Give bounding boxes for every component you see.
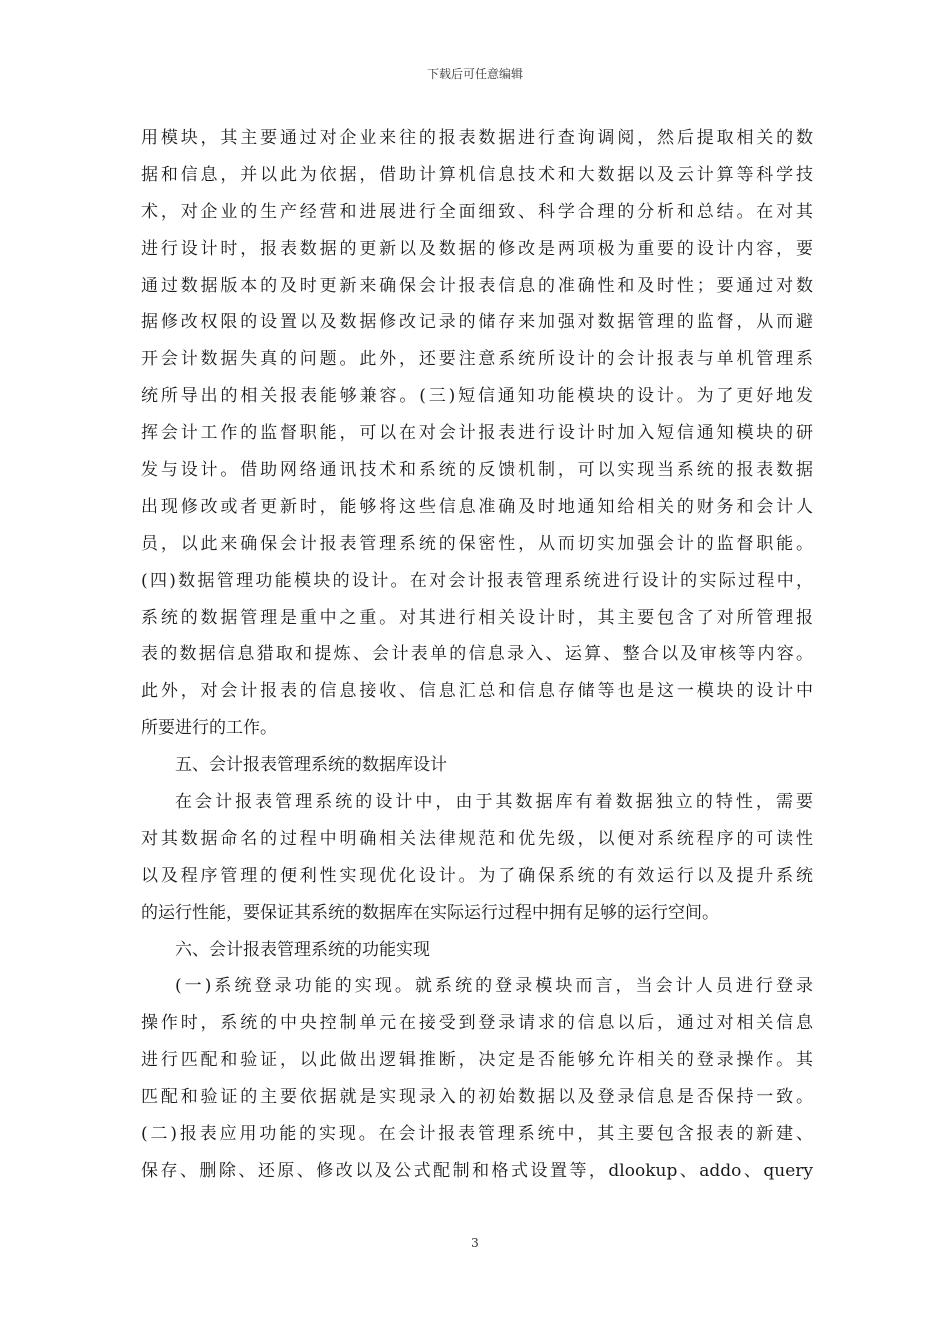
text-line: 据和信息，并以此为依据，借助计算机信息技术和大数据以及云计算等科学技 — [141, 164, 813, 185]
text-line: 进行设计时，报表数据的更新以及数据的修改是两项极为重要的设计内容，要 — [141, 238, 813, 259]
text-line: 通过数据版本的及时更新来确保会计报表信息的准确性和及时性；要通过对数 — [141, 275, 813, 296]
text-line: 表的数据信息猎取和提炼、会计表单的信息录入、运算、整合以及审核等内容。 — [141, 644, 813, 665]
text-line: 开会计数据失真的问题。此外，还要注意系统所设计的会计报表与单机管理系 — [141, 349, 813, 370]
section-heading: 五、会计报表管理系统的数据库设计 — [175, 755, 447, 776]
document-body — [141, 120, 813, 1190]
text-line: (二)报表应用功能的实现。在会计报表管理系统中，其主要包含报表的新建、 — [141, 1124, 813, 1145]
text-line: (四)数据管理功能模块的设计。在对会计报表管理系统进行设计的实际过程中， — [141, 570, 813, 591]
text-line: 出现修改或者更新时，能够将这些信息准确及时地通知给相关的财务和会计人 — [141, 496, 813, 517]
text-line: 保存、删除、还原、修改以及公式配制和格式设置等，dlookup、addo、query — [141, 1160, 813, 1181]
text-line: 所要进行的工作。 — [141, 718, 277, 739]
page-header: 下载后可任意编辑 — [426, 67, 523, 81]
text-line: 匹配和验证的主要依据就是实现录入的初始数据以及登录信息是否保持一致。 — [141, 1087, 813, 1108]
text-line: 据修改权限的设置以及数据修改记录的储存来加强对数据管理的监督，从而避 — [141, 312, 813, 333]
text-line: 术，对企业的生产经营和进展进行全面细致、科学合理的分析和总结。在对其 — [141, 201, 813, 222]
text-line: 在会计报表管理系统的设计中，由于其数据库有着数据独立的特性，需要 — [175, 792, 813, 813]
page-number: 3 — [471, 1236, 479, 1250]
section-heading: 六、会计报表管理系统的功能实现 — [175, 939, 430, 960]
text-line: 发与设计。借助网络通讯技术和系统的反馈机制，可以实现当系统的报表数据 — [141, 460, 813, 481]
text-line: 进行匹配和验证，以此做出逻辑推断，决定是否能够允许相关的登录操作。其 — [141, 1050, 813, 1071]
text-line: 系统的数据管理是重中之重。对其进行相关设计时，其主要包含了对所管理报 — [141, 607, 813, 628]
text-line: 此外，对会计报表的信息接收、信息汇总和信息存储等也是这一模块的设计中 — [141, 681, 813, 702]
text-line: 以及程序管理的便利性实现优化设计。为了确保系统的有效运行以及提升系统 — [141, 865, 813, 886]
text-line: 操作时，系统的中央控制单元在接受到登录请求的信息以后，通过对相关信息 — [141, 1013, 813, 1034]
text-line: 的运行性能，要保证其系统的数据库在实际运行过程中拥有足够的运行空间。 — [141, 902, 719, 923]
text-line: 挥会计工作的监督职能，可以在对会计报表进行设计时加入短信通知模块的研 — [141, 423, 813, 444]
text-line: 统所导出的相关报表能够兼容。(三)短信通知功能模块的设计。为了更好地发 — [141, 386, 813, 407]
text-line: 对其数据命名的过程中明确相关法律规范和优先级，以便对系统程序的可读性 — [141, 828, 813, 849]
text-line: 员，以此来确保会计报表管理系统的保密性，从而切实加强会计的监督职能。 — [141, 533, 813, 554]
text-line: 用模块，其主要通过对企业来往的报表数据进行查询调阅，然后提取相关的数 — [141, 128, 813, 148]
text-line: (一)系统登录功能的实现。就系统的登录模块而言，当会计人员进行登录 — [175, 976, 813, 997]
